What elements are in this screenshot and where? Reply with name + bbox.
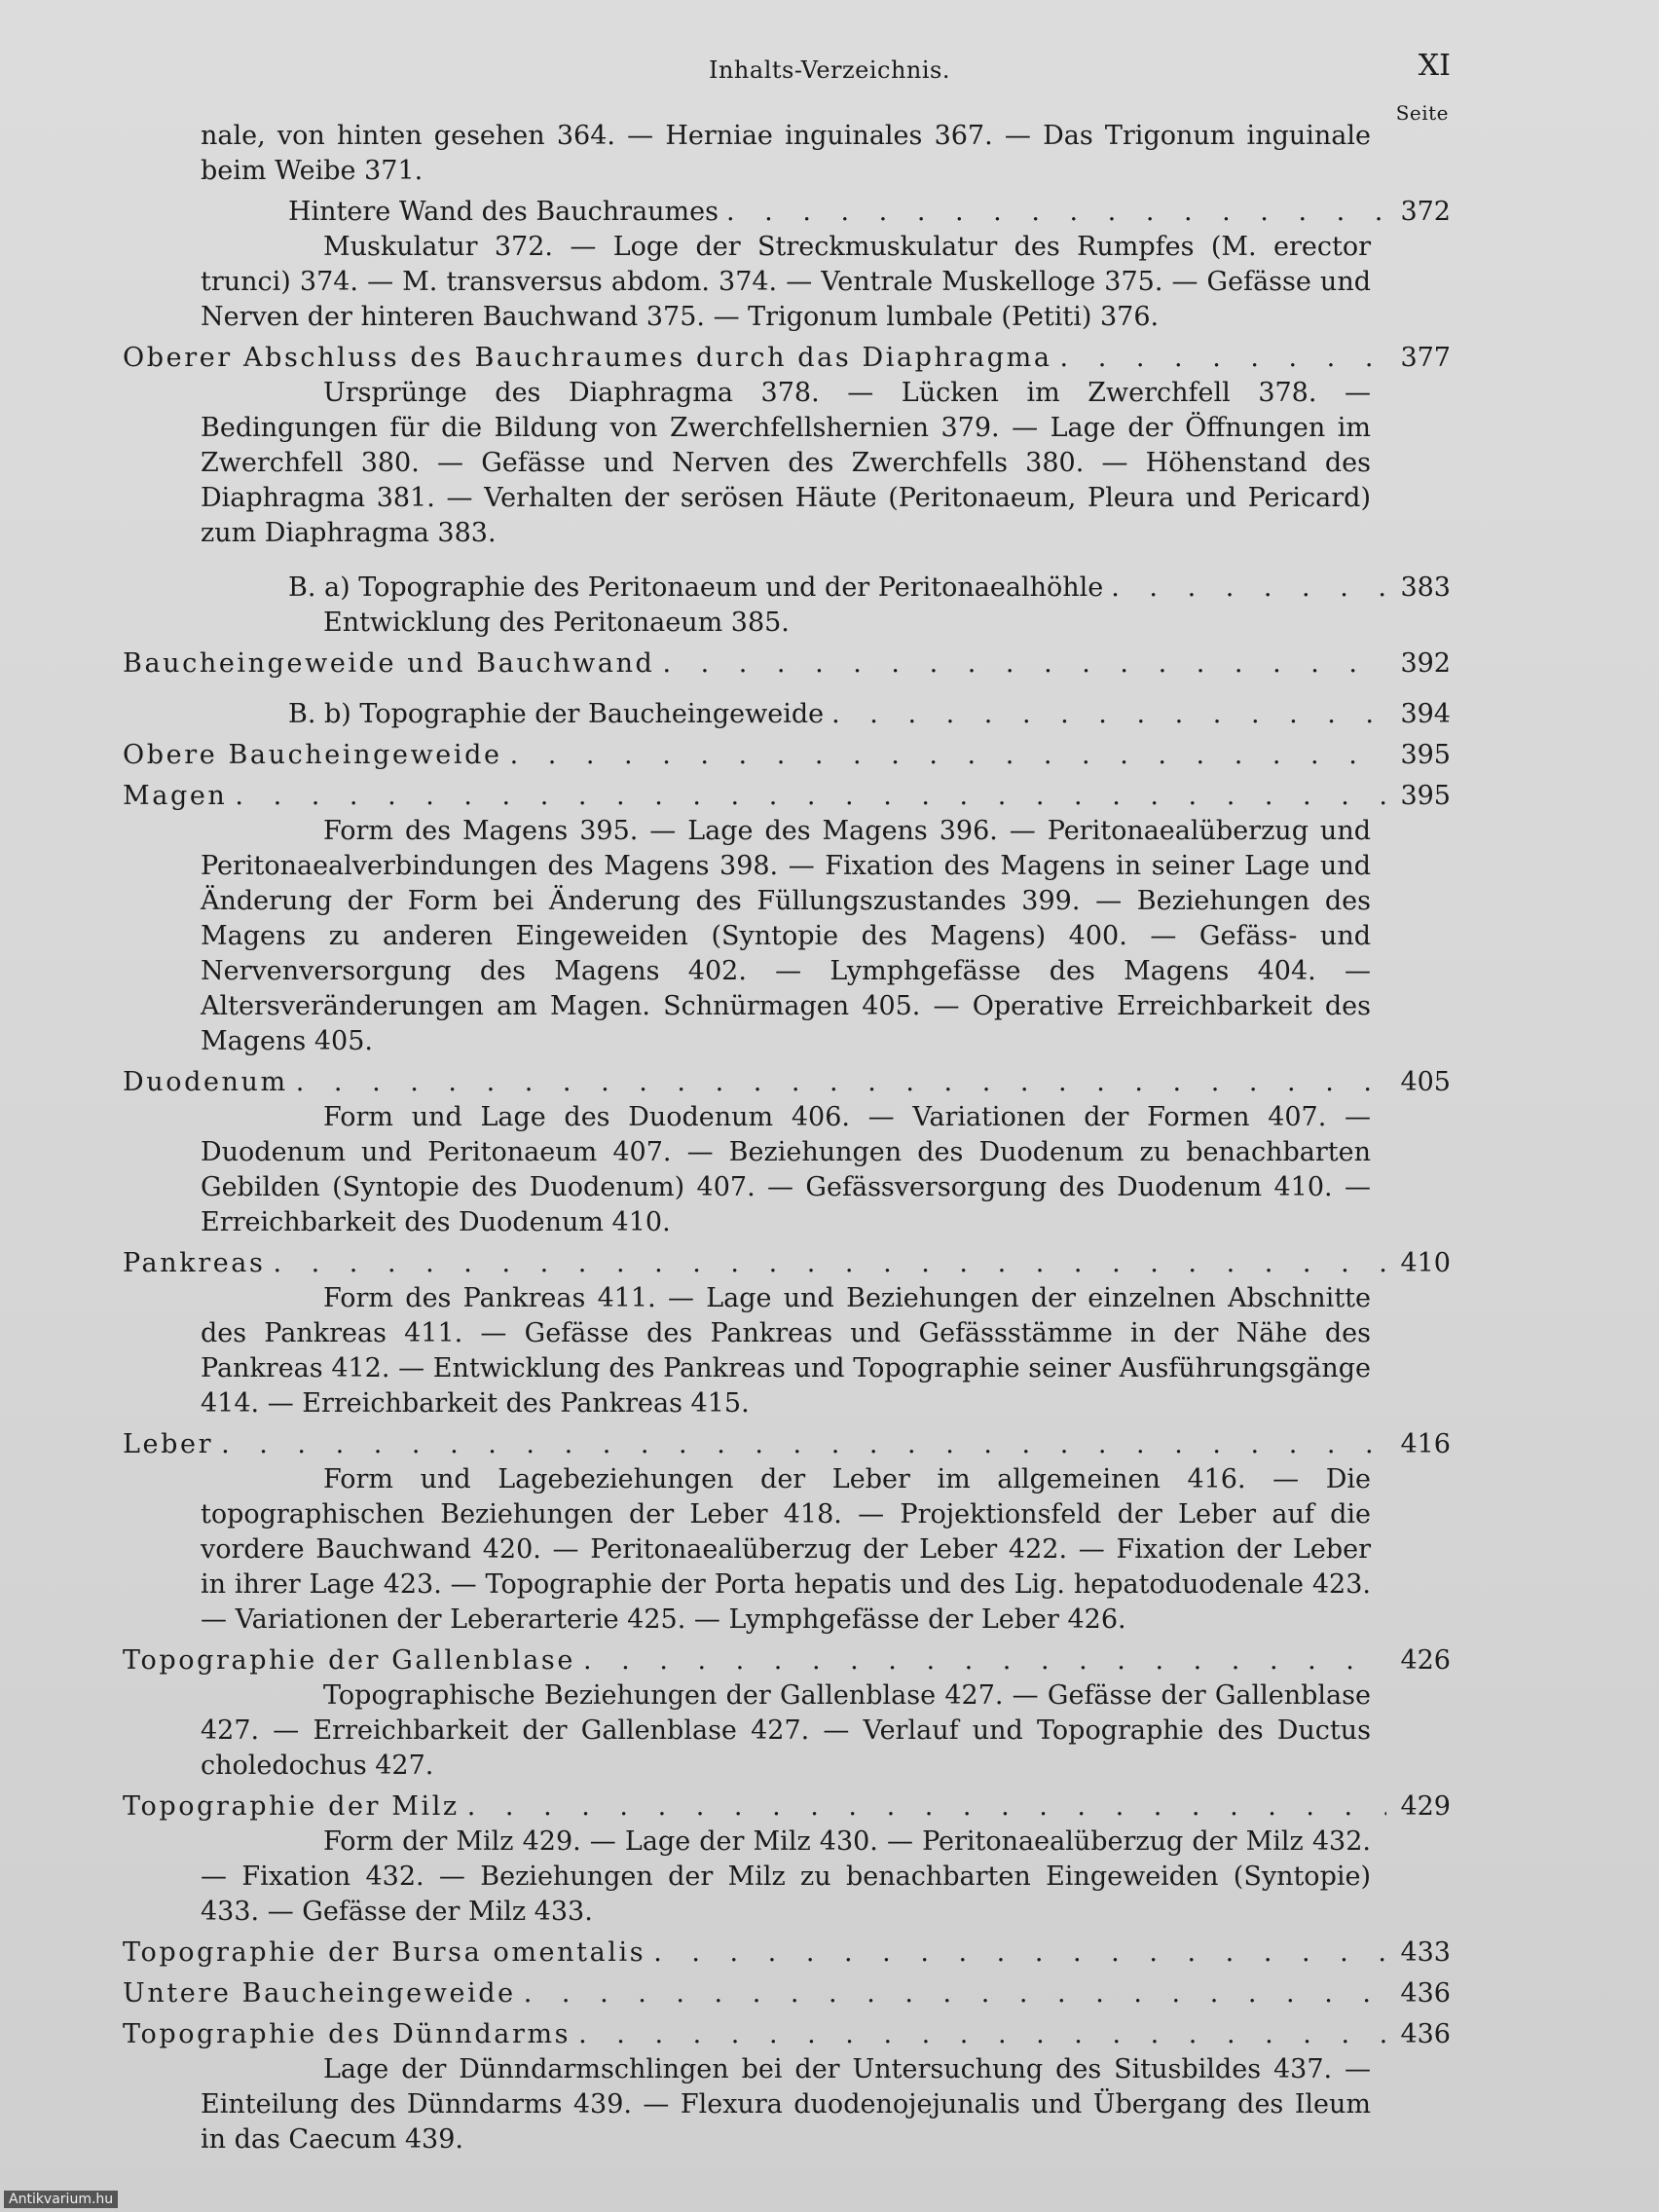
table-of-contents <box>123 119 1458 2161</box>
toc-entry-obere-baucheingeweide: Obere Baucheingeweide . . . 395 <box>123 738 1458 773</box>
entry-description: Form der Milz 429. — Lage der Milz 430. — Peritonaealüberzug der Milz 432. — Fixation 432. — Beziehungen der Milz zu benachbarten Eingeweiden (Syntopie) 433. — Gefässe der Milz 433. <box>201 1826 1371 1927</box>
entry-description: Entwicklung des Peritonaeum 385. <box>323 608 790 638</box>
toc-entry-duenndarm: Topographie des Dünndarms . . . 436 <box>123 2017 1458 2052</box>
toc-entry-bursa-omentalis: Topographie der Bursa omentalis . . . 433 <box>123 1936 1458 1971</box>
toc-entry-gallenblase: Topographie der Gallenblase . . . 426 <box>123 1643 1458 1678</box>
toc-entry-leber: Leber . . . 416 <box>123 1427 1458 1462</box>
entry-description: Muskulatur 372. — Loge der Streckmuskulatur des Rumpfes (M. erector trunci) 374. — M. transversus abdom. 374. — Ventrale Muskelloge 375. — Gefässe und Nerven der hinteren Bauchwand 375. — Trigonum lumbale (Petiti) 376. <box>201 232 1371 332</box>
entry-description: Ursprünge des Diaphragma 378. — Lücken im Zwerchfell 378. — Bedingungen für die Bildung von Zwerchfellshernien 379. — Lage der Öffnungen im Zwerchfell 380. — Gefässe und Nerven des Zwerchfells 380. — Höhenstand des Diaphragma 381. — Verhalten der serösen Häute (Peritonaeum, Pleura und Pericard) zum Diaphragma 383. <box>201 378 1371 548</box>
toc-entry-oberer-abschluss: Oberer Abschluss des Bauchraumes durch das Diaphragma . . . 377 <box>123 341 1458 376</box>
entry-description: Form des Pankreas 411. — Lage und Beziehungen der einzelnen Abschnitte des Pankreas 411. — Gefässe des Pankreas und Gefässstämme in der Nähe des Pankreas 412. — Entwicklung des Pankreas und Topographie seiner Ausführungsgänge 414. — Erreichbarkeit des Pankreas 415. <box>201 1283 1371 1419</box>
entry-description: Form des Magens 395. — Lage des Magens 396. — Peritonaealüberzug und Peritonaealverbindungen des Magens 398. — Fixation des Magens in seiner Lage und Änderung der Form bei Änderung des Füllungszustandes 399. — Beziehungen des Magens zu anderen Eingeweiden (Syntopie des Magens) 400. — Gefäss- und Nervenversorgung des Magens 402. — Lymphgefässe des Magens 404. — Altersveränderungen am Magen. Schnürmagen 405. — Operative Erreichbarkeit des Magens 405. <box>201 816 1371 1056</box>
entry-description: Form und Lagebeziehungen der Leber im allgemeinen 416. — Die topographischen Beziehungen der Leber 418. — Projektionsfeld der Leber auf die vordere Bauchwand 420. — Peritonaealüberzug der Leber 422. — Fixation der Leber in ihrer Lage 423. — Topographie der Porta hepatis und des Lig. hepatoduodenale 423. — Variationen der Leberarterie 425. — Lymphgefässe der Leber 426. <box>201 1464 1371 1635</box>
seite-label: Seite <box>1395 101 1449 125</box>
page-number: XI <box>1418 49 1451 83</box>
toc-entry-pankreas: Pankreas . . . 410 <box>123 1246 1458 1281</box>
continued-description: nale, von hinten gesehen 364. — Herniae inguinales 367. — Das Trigonum inguinale beim Weibe 371. <box>201 121 1371 186</box>
toc-entry-baucheingeweide-bauchwand: Baucheingeweide und Bauchwand . . . 392 <box>123 646 1458 682</box>
toc-entry-untere-baucheingeweide: Untere Baucheingeweide . . . 436 <box>123 1976 1458 2011</box>
entry-description: Lage der Dünndarmschlingen bei der Untersuchung des Situsbildes 437. — Einteilung des Dünndarms 439. — Flexura duodenojejunalis und Übergang des Ileum in das Caecum 439. <box>201 2054 1371 2155</box>
toc-entry-milz: Topographie der Milz . . . 429 <box>123 1789 1458 1825</box>
watermark: Antikvarium.hu <box>4 2191 118 2208</box>
entry-description: Form und Lage des Duodenum 406. — Variationen der Formen 407. — Duodenum und Peritonaeum 407. — Beziehungen des Duodenum zu benachbarten Gebilden (Syntopie des Duodenum) 407. — Gefässversorgung des Duodenum 410. — Erreichbarkeit des Duodenum 410. <box>201 1102 1371 1237</box>
toc-entry-hintere-wand: Hintere Wand des Bauchraumes . . . 372 <box>123 195 1458 230</box>
toc-entry-section-ba: B. a) Topographie des Peritonaeum und der Peritonaealhöhle . . . 383 <box>123 571 1458 606</box>
toc-entry-section-bb: B. b) Topographie der Baucheingeweide . . . 394 <box>123 697 1458 732</box>
toc-entry-duodenum: Duodenum . . . 405 <box>123 1065 1458 1100</box>
entry-description: Topographische Beziehungen der Gallenblase 427. — Gefässe der Gallenblase 427. — Erreichbarkeit der Gallenblase 427. — Verlauf und Topographie des Ductus choledochus 427. <box>201 1680 1371 1781</box>
toc-entry-magen: Magen . . . 395 <box>123 779 1458 814</box>
running-title: Inhalts-Verzeichnis. <box>708 56 950 84</box>
